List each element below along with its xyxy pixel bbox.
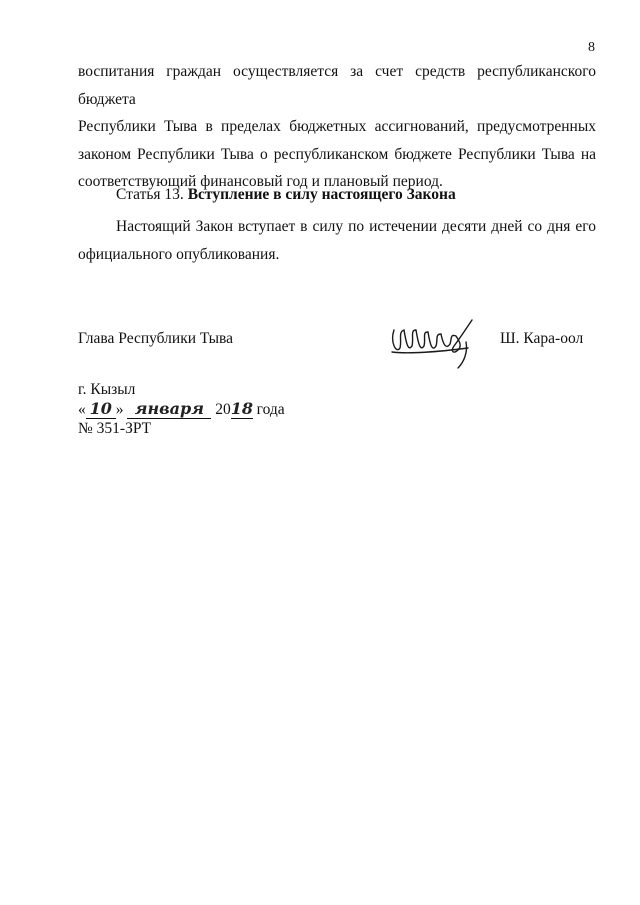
date-close-quote: »: [115, 401, 124, 418]
paragraph-line: воспитания граждан осуществляется за счет средств республиканского бюджета: [78, 63, 596, 108]
law-number: № 351-ЗРТ: [78, 420, 152, 437]
article-line: Настоящий Закон вступает в силу по истечении десяти дней со дня его: [116, 218, 596, 235]
date-year-word: года: [256, 401, 285, 418]
date-year-prefix: 20: [215, 401, 231, 418]
date-open-quote: «: [78, 401, 86, 418]
city: г. Кызыл: [78, 381, 136, 398]
date-month: января: [127, 399, 211, 419]
paragraph-funding: [78, 58, 596, 196]
article-title: Вступление в силу настоящего Закона: [187, 186, 456, 203]
date-year-suffix: 18: [230, 399, 254, 418]
date-day: 10: [86, 399, 116, 419]
place-date-block: [78, 380, 285, 438]
article-body: [78, 213, 596, 268]
paragraph-line: законом Республики Тыва о республиканском бюджете Республики Тыва на: [78, 145, 596, 163]
signatory-name: Ш. Кара-оол: [500, 330, 584, 347]
article-label: Статья 13.: [116, 186, 184, 203]
date-line: [78, 399, 285, 419]
handwritten-signature: [388, 312, 480, 372]
page-number: 8: [588, 40, 595, 55]
article-heading: [116, 186, 456, 204]
article-line: официального опубликования.: [78, 245, 280, 263]
paragraph-line: соответствующий финансовый год и плановый период.: [78, 173, 443, 190]
signatory-position: Глава Республики Тыва: [78, 330, 234, 347]
paragraph-line: Республики Тыва в пределах бюджетных ассигнований, предусмотренных: [78, 118, 596, 135]
